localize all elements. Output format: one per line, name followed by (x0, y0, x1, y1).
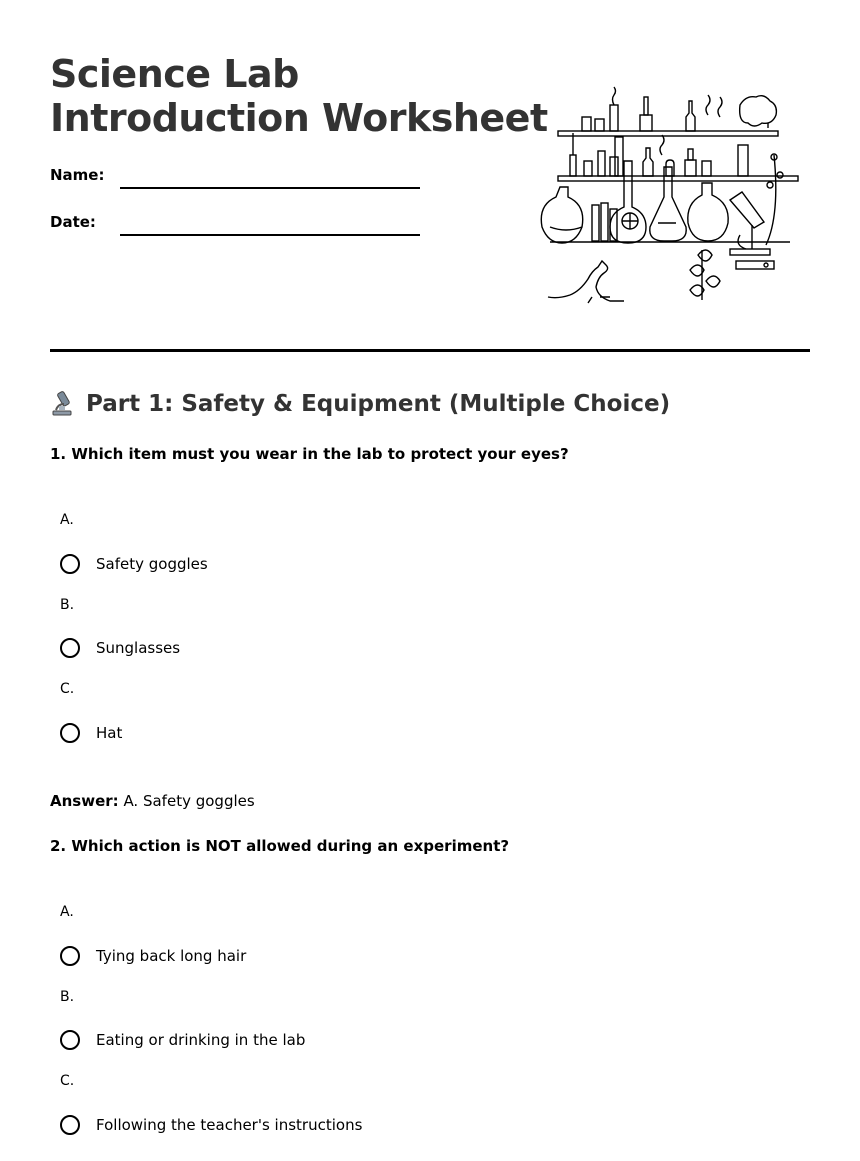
question-1-option-a-label: Safety goggles (96, 555, 208, 573)
question-1-option-b[interactable] (60, 635, 180, 661)
title-line-1: Science Lab (50, 52, 299, 96)
question-1-option-a-letter: A. (60, 512, 74, 528)
date-field[interactable] (120, 234, 420, 236)
question-1-option-c[interactable] (60, 720, 122, 746)
question-1-option-a-radio[interactable] (60, 554, 80, 574)
science-lab-illustration (540, 85, 800, 315)
title-line-2: Introduction Worksheet (50, 96, 548, 140)
answer-label: Answer: (50, 792, 119, 810)
question-2-option-b-label: Eating or drinking in the lab (96, 1031, 306, 1049)
question-2-option-c-label: Following the teacher's instructions (96, 1116, 363, 1134)
question-2-option-b-letter: B. (60, 989, 75, 1005)
question-2-option-c[interactable] (60, 1112, 362, 1138)
question-1-option-c-radio[interactable] (60, 723, 80, 743)
question-1-option-b-label: Sunglasses (96, 639, 181, 657)
question-2-option-b[interactable] (60, 1027, 305, 1053)
question-1-option-c-letter: C. (60, 681, 75, 697)
question-2-option-a[interactable] (60, 943, 246, 969)
name-field[interactable] (120, 187, 420, 189)
question-2-option-a-label: Tying back long hair (96, 947, 247, 965)
microscope-icon (50, 390, 76, 418)
question-1-text: 1. Which item must you wear in the lab to protect your eyes? (50, 445, 569, 463)
header-divider (50, 349, 810, 352)
section-1-title: Part 1: Safety & Equipment (Multiple Choice) (86, 391, 671, 417)
question-1-option-b-radio[interactable] (60, 638, 80, 658)
question-1-option-c-label: Hat (96, 724, 123, 742)
question-1-option-a[interactable] (60, 551, 208, 577)
question-2-option-a-letter: A. (60, 904, 74, 920)
question-2-option-b-radio[interactable] (60, 1030, 80, 1050)
date-label: Date: (50, 213, 96, 231)
question-2-text: 2. Which action is NOT allowed during an experiment? (50, 837, 510, 855)
section-1-header (50, 388, 670, 420)
question-2-option-a-radio[interactable] (60, 946, 80, 966)
question-2-option-c-radio[interactable] (60, 1115, 80, 1135)
question-2-option-c-letter: C. (60, 1073, 75, 1089)
question-1-option-b-letter: B. (60, 597, 75, 613)
worksheet-title (50, 52, 548, 140)
question-1-answer (50, 792, 255, 810)
name-label: Name: (50, 166, 105, 184)
answer-text: A. Safety goggles (123, 792, 255, 810)
